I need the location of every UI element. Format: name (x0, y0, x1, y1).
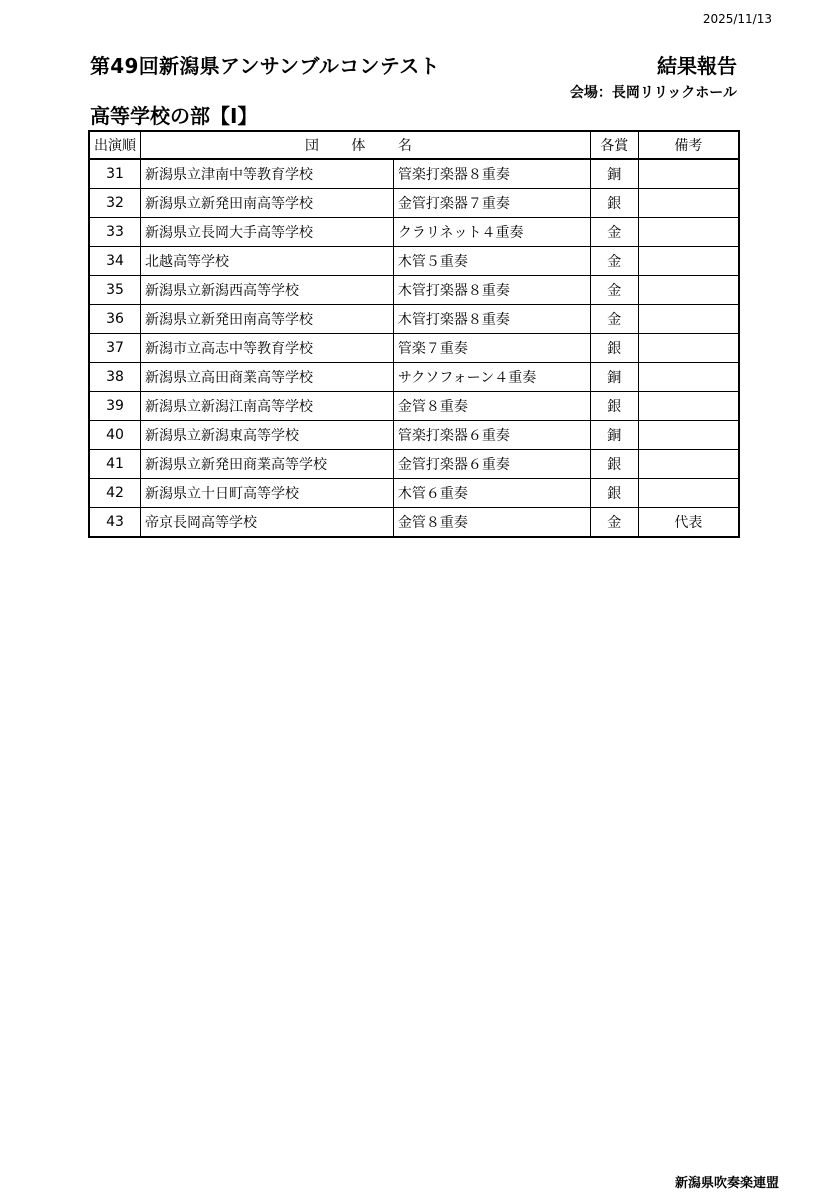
table-row (89, 276, 739, 305)
table-row (89, 363, 739, 392)
cell-ensemble-type: 金管打楽器７重奏 (393, 189, 590, 218)
cell-award: 銀 (590, 479, 638, 508)
cell-ensemble-type: 管楽打楽器６重奏 (393, 421, 590, 450)
cell-award: 銅 (590, 421, 638, 450)
cell-order: 37 (89, 334, 141, 363)
table-row (89, 189, 739, 218)
cell-note (638, 305, 739, 334)
venue-label: 会場：長岡リリックホール (569, 85, 737, 101)
cell-ensemble-type: 金管打楽器６重奏 (393, 450, 590, 479)
cell-school-name: 新潟県立十日町高等学校 (141, 479, 394, 508)
cell-award: 金 (590, 305, 638, 334)
cell-note (638, 334, 739, 363)
cell-order: 35 (89, 276, 141, 305)
table-row (89, 392, 739, 421)
table-row (89, 508, 739, 538)
cell-award: 銀 (590, 189, 638, 218)
cell-ensemble-type: 管楽打楽器８重奏 (393, 159, 590, 189)
cell-order: 40 (89, 421, 141, 450)
cell-school-name: 新潟市立高志中等教育学校 (141, 334, 394, 363)
cell-award: 銀 (590, 334, 638, 363)
table-row (89, 305, 739, 334)
cell-school-name: 新潟県立新発田南高等学校 (141, 189, 394, 218)
cell-ensemble-type: 木管打楽器８重奏 (393, 276, 590, 305)
cell-ensemble-type: 管楽７重奏 (393, 334, 590, 363)
cell-order: 38 (89, 363, 141, 392)
results-table (88, 130, 740, 538)
table-header-row (89, 131, 739, 159)
cell-note (638, 247, 739, 276)
column-header-order: 出演順 (89, 131, 141, 159)
cell-ensemble-type: 木管５重奏 (393, 247, 590, 276)
cell-award: 金 (590, 508, 638, 538)
cell-ensemble-type: 金管８重奏 (393, 392, 590, 421)
cell-award: 金 (590, 218, 638, 247)
cell-order: 32 (89, 189, 141, 218)
cell-note (638, 450, 739, 479)
cell-school-name: 新潟県立長岡大手高等学校 (141, 218, 394, 247)
cell-note (638, 218, 739, 247)
cell-ensemble-type: 木管打楽器８重奏 (393, 305, 590, 334)
cell-ensemble-type: クラリネット４重奏 (393, 218, 590, 247)
results-body (89, 159, 739, 537)
table-row (89, 421, 739, 450)
cell-award: 金 (590, 247, 638, 276)
table-row (89, 159, 739, 189)
cell-school-name: 新潟県立新発田南高等学校 (141, 305, 394, 334)
cell-order: 36 (89, 305, 141, 334)
cell-note: 代表 (638, 508, 739, 538)
cell-note (638, 479, 739, 508)
column-header-group: 団 体 名 (141, 131, 591, 159)
report-label: 結果報告 (657, 54, 737, 78)
cell-order: 41 (89, 450, 141, 479)
cell-award: 銅 (590, 159, 638, 189)
cell-school-name: 帝京長岡高等学校 (141, 508, 394, 538)
table-row (89, 450, 739, 479)
cell-order: 34 (89, 247, 141, 276)
cell-order: 33 (89, 218, 141, 247)
cell-award: 銀 (590, 450, 638, 479)
cell-school-name: 新潟県立新潟東高等学校 (141, 421, 394, 450)
cell-note (638, 276, 739, 305)
column-header-note: 備考 (638, 131, 739, 159)
table-row (89, 479, 739, 508)
cell-order: 39 (89, 392, 141, 421)
table-row (89, 334, 739, 363)
cell-award: 銅 (590, 363, 638, 392)
cell-order: 42 (89, 479, 141, 508)
table-row (89, 218, 739, 247)
cell-note (638, 189, 739, 218)
cell-school-name: 新潟県立新発田商業高等学校 (141, 450, 394, 479)
cell-note (638, 421, 739, 450)
cell-school-name: 北越高等学校 (141, 247, 394, 276)
cell-school-name: 新潟県立津南中等教育学校 (141, 159, 394, 189)
cell-ensemble-type: 金管８重奏 (393, 508, 590, 538)
organization-name: 新潟県吹奏楽連盟 (674, 1176, 779, 1191)
cell-school-name: 新潟県立高田商業高等学校 (141, 363, 394, 392)
division-heading: 高等学校の部【Ⅰ】 (90, 104, 258, 128)
column-header-award: 各賞 (590, 131, 638, 159)
page-title: 第49回新潟県アンサンブルコンテスト (90, 54, 440, 78)
cell-note (638, 392, 739, 421)
cell-award: 銀 (590, 392, 638, 421)
cell-order: 31 (89, 159, 141, 189)
cell-order: 43 (89, 508, 141, 538)
cell-school-name: 新潟県立新潟西高等学校 (141, 276, 394, 305)
report-date: 2025/11/13 (702, 12, 772, 26)
cell-ensemble-type: 木管６重奏 (393, 479, 590, 508)
cell-award: 金 (590, 276, 638, 305)
cell-note (638, 159, 739, 189)
cell-school-name: 新潟県立新潟江南高等学校 (141, 392, 394, 421)
cell-note (638, 363, 739, 392)
cell-ensemble-type: サクソフォーン４重奏 (393, 363, 590, 392)
table-row (89, 247, 739, 276)
